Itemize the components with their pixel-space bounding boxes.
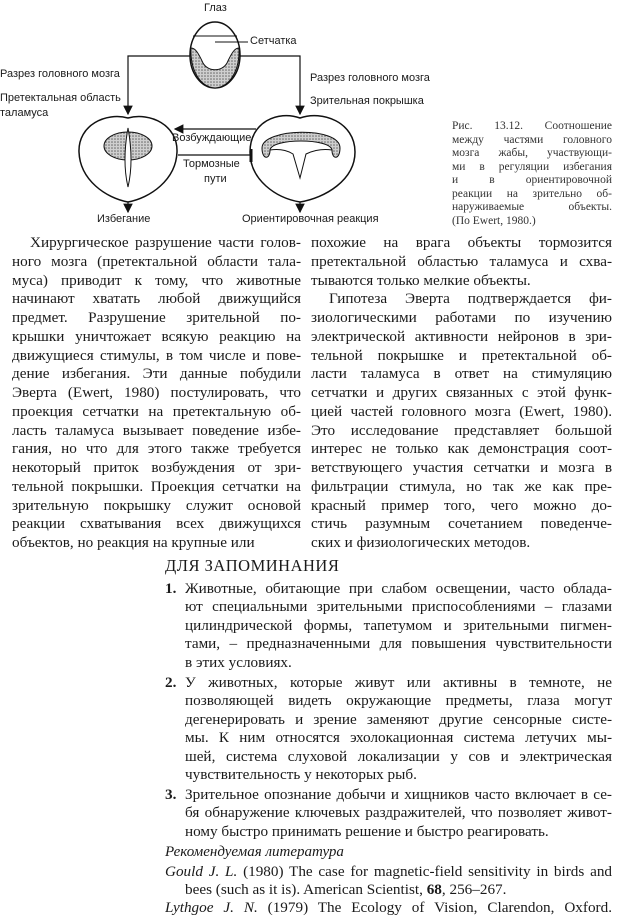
text-line: Гипотеза Эверта подтверждается фи- <box>329 290 612 308</box>
text-line: ют специальными зрительными приспособлениями – глазами <box>185 598 612 616</box>
ref-volume: 68 <box>426 881 442 898</box>
text-line: Хирургическое разрушение части голов- <box>30 234 301 251</box>
text-line: объектов, но реакция на крупные или <box>12 534 255 551</box>
memo-item-2 <box>165 674 612 784</box>
caption-line: реакции на зрительно об- <box>452 187 612 200</box>
text-line: начинают хватать любой движущийся <box>12 290 301 308</box>
brain-diagram-graphic <box>0 0 440 230</box>
text-line: зиологическими работами по изучению <box>311 309 612 326</box>
text-line: тельной покрышки. Проекция сетчатки на <box>12 477 301 495</box>
label-right-section: Разрез головного мозга <box>310 72 430 84</box>
label-excitatory: Возбуждающие <box>172 132 252 144</box>
text-line: чувствительность у некоторых рыб. <box>185 766 417 784</box>
caption-line: и в ориентировочной <box>452 174 612 186</box>
text-line: муса) приводит к тому, что животные <box>12 271 301 289</box>
label-orienting: Ориентировочная реакция <box>242 213 379 225</box>
caption-line: наруживаемые объекты. <box>452 201 612 213</box>
text-line: ветствующего участия сетчатки и мозга в <box>311 459 612 476</box>
memo-item-1 <box>165 580 612 672</box>
label-eye: Глаз <box>204 2 227 14</box>
text-line: Зрительное опознание добычи и хищников часто включает в се- <box>185 786 612 803</box>
text-line: некоторый приток возбуждения от зри- <box>12 459 301 476</box>
text-line: ских и физиологических методов. <box>311 534 531 551</box>
text-line: ласти таламуса в ответ на стимуляцию <box>311 365 612 383</box>
label-tectum: Зрительная покрышка <box>310 95 424 107</box>
text-line: тываются только мелкие объекты. <box>311 271 531 289</box>
text-line: Это исследование представляет большой <box>311 421 612 439</box>
text-line: цилиндрической формы, тапетумом и зрительными пигмен- <box>185 616 612 634</box>
text-line: мы. К ним относятся эхолокационная система летучих мы- <box>185 729 612 747</box>
label-pretectal-2: таламуса <box>0 107 49 119</box>
text-line: бя обнаружение ключевых раздражителей, что позволяет живот- <box>185 804 612 822</box>
text-line: предмет. Разрушение зрительной по- <box>12 309 301 326</box>
text-line: сетчатки и других связанных с этой функ- <box>311 384 612 401</box>
text-line: реакции схватывания всех движущихся <box>12 515 301 533</box>
label-retina: Сетчатка <box>250 35 297 47</box>
caption-line: (По Ewert, 1980.) <box>452 214 536 227</box>
label-inhibitory-2: пути <box>204 173 227 185</box>
text-line: в этих условиях. <box>185 653 292 671</box>
memo-item-3 <box>165 786 612 841</box>
label-inhibitory: Тормозные <box>183 158 240 170</box>
text-line: фильтрации стимула, но так же как пре- <box>311 477 612 495</box>
text-line: движущиеся стимулы, в том числе и пове- <box>12 346 301 364</box>
text-line: стичь разумным сочетанием поведенче- <box>311 515 612 533</box>
text-line: ного мозга (претектальной области тала- <box>12 252 301 270</box>
caption-line: между частями головного <box>452 133 612 146</box>
reference-gould <box>165 863 612 899</box>
text-line: похожие на врага объекты тормозится <box>311 234 612 251</box>
body-text-left-column <box>12 234 301 553</box>
pretectal-section-icon <box>79 117 177 202</box>
section-heading-memo: ДЛЯ ЗАПОМИНАНИЯ <box>165 556 340 575</box>
ref-text: , 256–267. <box>441 881 507 898</box>
eye-icon <box>190 22 248 88</box>
caption-line: ми в регуляции избегания <box>452 160 612 173</box>
item-number: 3. <box>165 786 177 803</box>
ref-text: bees (such as it is). American Scientist, <box>185 881 427 898</box>
text-line: зрительную покрышку служит основой <box>12 496 301 514</box>
label-left-section: Разрез головного мозга <box>0 68 120 80</box>
text-line: дение избегания. Эти данные побудили <box>12 365 301 383</box>
text-line: позволяющей видеть окружающие предметы, глаза могут <box>185 692 612 710</box>
caption-line: мозга жабы, участвующи- <box>452 147 612 159</box>
reference-lythgoe <box>165 899 612 917</box>
ref-author: Gould J. L. <box>165 863 238 880</box>
text-line: ласть таламуса вызывает поведение избе- <box>12 421 301 439</box>
tectum-section-icon <box>250 116 355 202</box>
recommended-literature-heading: Рекомендуемая литература <box>165 844 344 860</box>
text-line: тами, – предназначенными для повышения чувствительности <box>185 635 612 653</box>
figure-diagram <box>0 0 440 230</box>
text-line: претектальной областью таламуса и схва- <box>311 252 612 270</box>
text-line: У животных, которые живут или активны в темноте, не <box>185 674 612 691</box>
text-line: интерес не только как демонстрация соот- <box>311 440 612 458</box>
body-text-right-column <box>311 234 612 553</box>
ref-text: (1979) The Ecology of Vision, Clarendon, Oxford. <box>257 899 612 916</box>
item-number: 2. <box>165 674 177 691</box>
text-line: Животные, обитающие при слабом освещении, часто облада- <box>185 580 612 597</box>
text-line: проекция сетчатки на претектальную об- <box>12 402 301 420</box>
text-line: цией частей головного мозга (Ewert, 1980). <box>311 402 612 420</box>
text-line: дегенерировать и зрение заменяют другие сенсорные систе- <box>185 710 612 728</box>
text-line: гания, но что для этого также требуется <box>12 440 301 458</box>
label-pretectal: Претектальная область <box>0 92 121 104</box>
text-line: шей, система слуховой локализации у сов и электрическая <box>185 747 612 765</box>
ref-author: Lythgoe J. N. <box>165 899 258 916</box>
ref-text: (1980) The case for magnetic-field sensitivity in birds and <box>237 863 612 880</box>
text-line: красный пример того, чего можно до- <box>311 496 612 514</box>
text-line: ному быстро принимать решение и быстро реагировать. <box>185 822 549 840</box>
item-number: 1. <box>165 580 177 597</box>
label-avoidance: Избегание <box>97 213 151 225</box>
text-line: Эверта (Ewert, 1980) постулировать, что <box>12 384 301 401</box>
text-line: тельной покрышке и претектальной об- <box>311 346 612 364</box>
caption-line: Рис. 13.12. Соотношение <box>452 120 612 132</box>
text-line: электрической активности нейронов в зри- <box>311 327 612 345</box>
text-line: крышки уничтожает всякую реакцию на <box>12 327 301 345</box>
figure-caption <box>452 120 612 228</box>
